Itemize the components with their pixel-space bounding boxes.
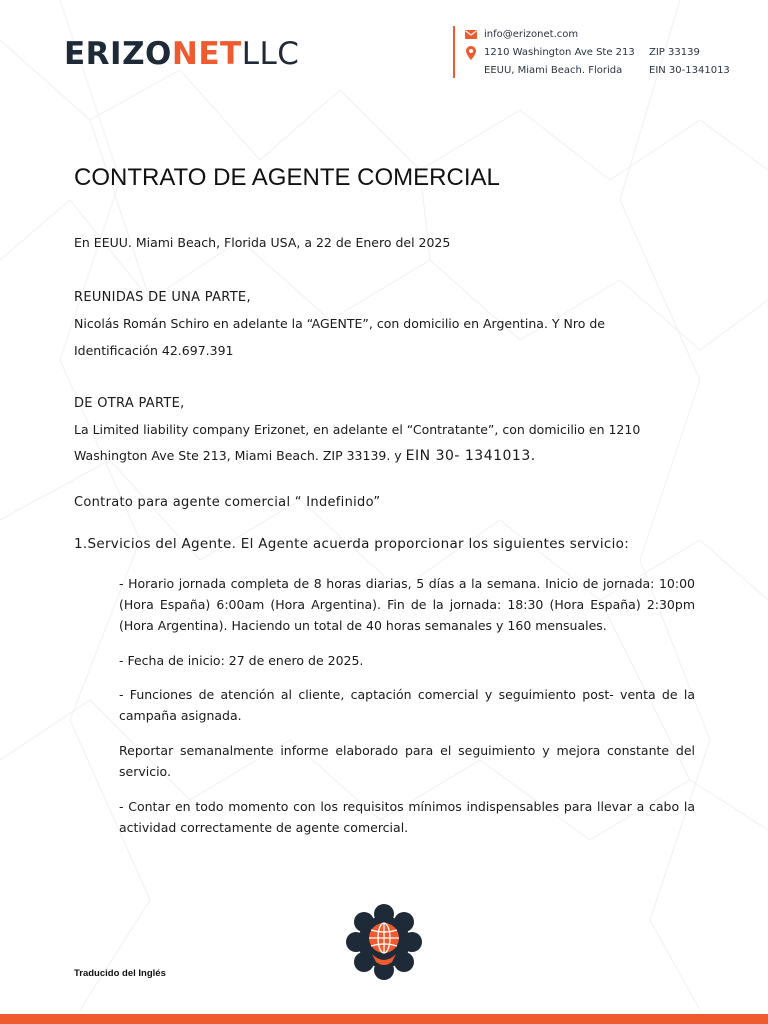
party2-line2-prefix: Washington Ave Ste 213, Miami Beach. ZIP 33139. y <box>74 448 406 463</box>
bullet-start-date: - Fecha de inicio: 27 de enero de 2025. <box>119 653 364 668</box>
erizonet-globe-seal-icon <box>342 904 426 982</box>
contact-email[interactable]: info@erizonet.com <box>484 29 579 40</box>
party2-line2 <box>74 448 536 464</box>
party1-line2: Identificación 42.697.391 <box>74 343 234 358</box>
logo-part-net: NET <box>171 36 242 72</box>
envelope-icon <box>465 30 477 39</box>
contact-address-line1: 1210 Washington Ave Ste 213 <box>484 47 635 58</box>
document-title: CONTRATO DE AGENTE COMERCIAL <box>74 164 500 191</box>
party1-heading: REUNIDAS DE UNA PARTE, <box>74 290 251 305</box>
translation-note: Traducido del Inglés <box>74 968 166 979</box>
place-date: En EEUU. Miami Beach, Florida USA, a 22 de Enero del 2025 <box>74 235 451 250</box>
logo-part-erizo: ERIZO <box>64 36 172 72</box>
bullet-requirements: - Contar en todo momento con los requisitos mínimos indispensables para llevar a cabo la actividad correctamente de agente comercial. <box>119 799 695 835</box>
location-pin-icon <box>466 46 476 60</box>
footer-accent-bar <box>0 1014 768 1024</box>
contact-address-line2: EEUU, Miami Beach. Florida <box>484 65 623 76</box>
company-logo <box>64 36 299 72</box>
header-divider <box>453 26 455 78</box>
party1-line1: Nicolás Román Schiro en adelante la “AGENTE”, con domicilio en Argentina. Y Nro de <box>74 316 605 331</box>
contact-ein: EIN 30-1341013 <box>649 65 730 76</box>
bullet-functions: - Funciones de atención al cliente, captación comercial y seguimiento post- venta de la campaña asignada. <box>119 687 695 723</box>
contact-zip: ZIP 33139 <box>649 47 700 58</box>
party2-line1: La Limited liability company Erizonet, en adelante el “Contratante”, con domicilio en 1210 <box>74 422 641 437</box>
party2-ein: EIN 30- 1341013. <box>405 448 536 464</box>
contract-type: Contrato para agente comercial “ Indefinido” <box>74 495 381 510</box>
logo-part-llc: LLC <box>241 36 300 72</box>
bullet-schedule: - Horario jornada completa de 8 horas diarias, 5 días a la semana. Inicio de jornada: 10:00 (Hora España) 6:00am (Hora Argentina). Fin de la jornada: 18:30 (Hora España) 2:30pm (Hora Argentina). Haciendo un total de 40 horas semanales y 160 mensuales. <box>119 576 695 633</box>
bullet-weekly-report: Reportar semanalmente informe elaborado para el seguimiento y mejora constante del servicio. <box>119 743 695 779</box>
section1-heading: 1.Servicios del Agente. El Agente acuerda proporcionar los siguientes servicio: <box>74 536 630 552</box>
party2-heading: DE OTRA PARTE, <box>74 396 185 411</box>
